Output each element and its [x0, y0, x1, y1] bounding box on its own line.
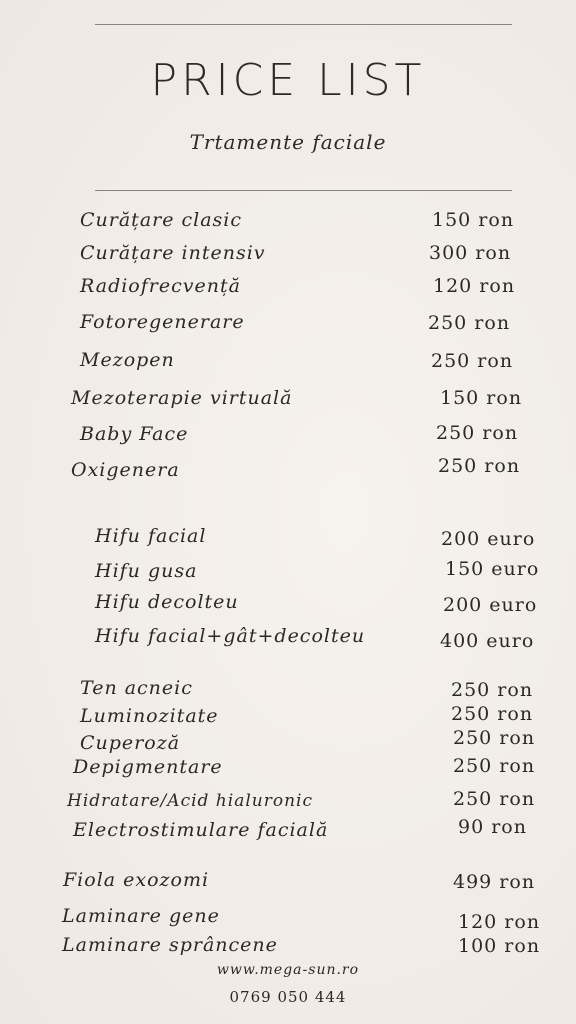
item-name: Hifu decolteu [95, 591, 239, 613]
item-name: Depigmentare [73, 756, 223, 778]
item-name: Luminozitate [80, 705, 219, 727]
item-price: 250 ron [451, 703, 534, 725]
item-price: 400 euro [440, 630, 535, 652]
item-price: 250 ron [436, 422, 519, 444]
item-name: Laminare sprâncene [62, 934, 278, 956]
item-price: 120 ron [433, 275, 516, 297]
item-name: Hifu facial+gât+decolteu [95, 625, 366, 647]
item-name: Fotoregenerare [80, 311, 245, 333]
item-name: Electrostimulare facială [73, 819, 329, 841]
item-price: 90 ron [458, 816, 527, 838]
item-price: 250 ron [438, 455, 521, 477]
item-name: Cuperoză [80, 732, 181, 754]
website-link[interactable]: www.mega-sun.ro [216, 962, 360, 978]
item-price: 250 ron [453, 727, 536, 749]
page-title: PRICE LIST [150, 55, 426, 106]
item-price: 250 ron [428, 312, 511, 334]
item-price: 499 ron [453, 871, 536, 893]
item-price: 150 ron [432, 209, 515, 231]
page-subtitle: Trtamente faciale [189, 130, 387, 154]
item-price: 250 ron [431, 350, 514, 372]
item-name: Laminare gene [62, 905, 220, 927]
item-name: Curățare clasic [80, 209, 243, 231]
item-name: Hidratare/Acid hialuronic [67, 791, 313, 811]
item-price: 250 ron [451, 679, 534, 701]
item-price: 150 ron [440, 387, 523, 409]
item-name: Hifu facial [95, 525, 207, 547]
phone-number[interactable]: 0769 050 444 [229, 988, 347, 1006]
item-name: Oxigenera [71, 459, 180, 481]
item-name: Curățare intensiv [80, 242, 266, 264]
item-name: Fiola exozomi [63, 869, 210, 891]
item-price: 200 euro [443, 594, 538, 616]
item-price: 100 ron [458, 935, 541, 957]
item-price: 250 ron [453, 755, 536, 777]
item-name: Baby Face [80, 423, 189, 445]
item-name: Hifu gusa [95, 560, 198, 582]
item-price: 150 euro [445, 558, 540, 580]
item-price: 120 ron [458, 911, 541, 933]
item-name: Mezoterapie virtuală [71, 387, 293, 409]
item-price: 200 euro [441, 528, 536, 550]
item-name: Ten acneic [80, 677, 193, 699]
item-price: 250 ron [453, 788, 536, 810]
top-divider [95, 24, 512, 25]
item-name: Radiofrecvență [80, 275, 241, 297]
item-name: Mezopen [80, 349, 175, 371]
item-price: 300 ron [429, 242, 512, 264]
header-divider [95, 190, 512, 191]
